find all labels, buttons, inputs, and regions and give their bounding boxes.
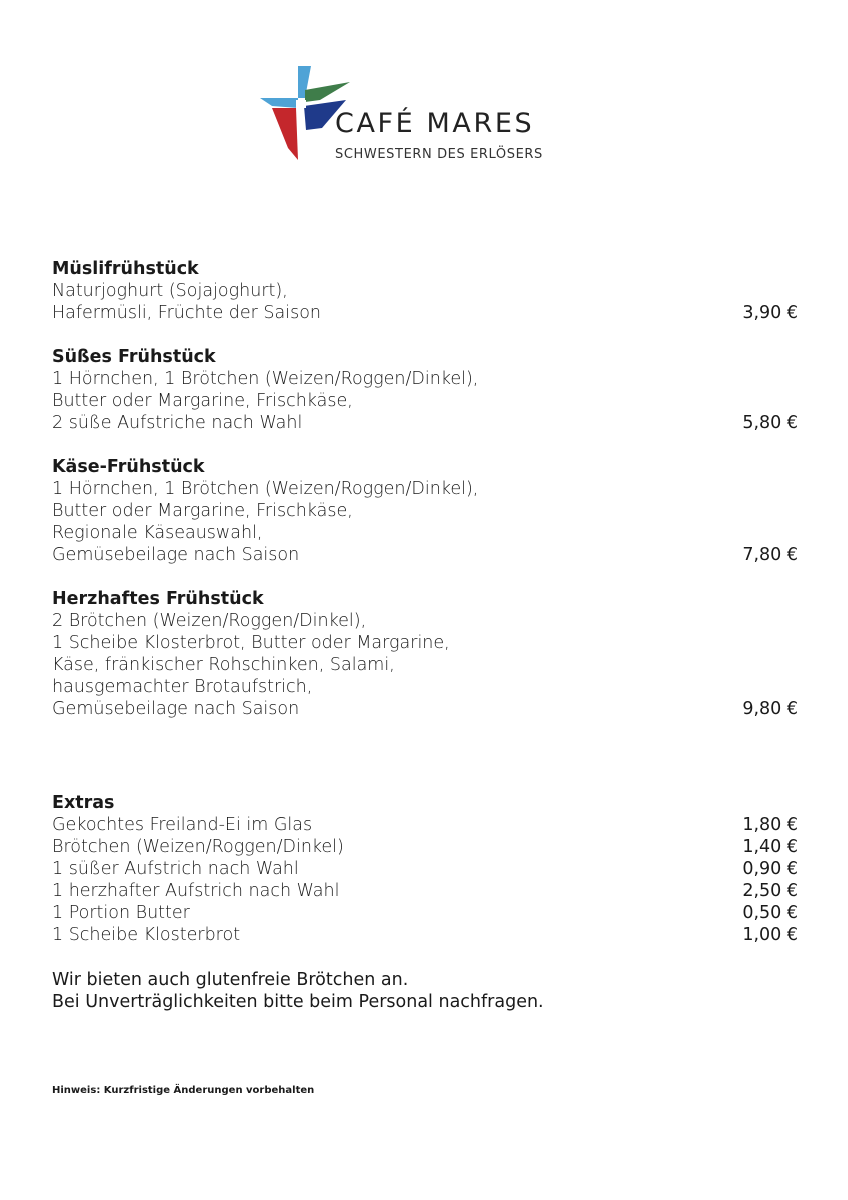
cafe-logo (258, 56, 588, 166)
item-description-line: Regionale Käseauswahl, (52, 523, 263, 543)
extra-row (52, 858, 798, 880)
breakfast-menu (52, 258, 798, 720)
intolerance-note: Bei Unverträglichkeiten bitte beim Personal nachfragen. (52, 992, 544, 1012)
menu-item-kaese (52, 456, 798, 566)
brand-subtitle: SCHWESTERN DES ERLÖSERS (335, 147, 543, 162)
extra-price: 1,80 € (742, 815, 798, 835)
extra-name: 1 süßer Aufstrich nach Wahl (52, 859, 299, 879)
extra-row (52, 836, 798, 858)
extra-price: 1,40 € (742, 837, 798, 857)
item-title: Müslifrühstück (52, 259, 199, 279)
extra-price: 2,50 € (742, 881, 798, 901)
extra-row (52, 880, 798, 902)
item-price: 7,80 € (742, 545, 798, 565)
extra-price: 1,00 € (742, 925, 798, 945)
item-price: 3,90 € (742, 303, 798, 323)
allergy-notes (52, 969, 544, 1013)
item-description-line: 1 Scheibe Klosterbrot, Butter oder Margarine, (52, 633, 450, 653)
item-description-line: Käse, fränkischer Rohschinken, Salami, (52, 655, 395, 675)
item-title: Käse-Frühstück (52, 457, 205, 477)
item-description-line: 1 Hörnchen, 1 Brötchen (Weizen/Roggen/Dinkel), (52, 479, 479, 499)
item-description-line: Butter oder Margarine, Frischkäse, (52, 501, 353, 521)
item-description-line: 2 Brötchen (Weizen/Roggen/Dinkel), (52, 611, 367, 631)
footer-disclaimer: Hinweis: Kurzfristige Änderungen vorbehalten (52, 1085, 315, 1096)
menu-item-muesli (52, 258, 798, 324)
item-description-line: hausgemachter Brotaufstrich, (52, 677, 313, 697)
menu-item-suesses (52, 346, 798, 434)
brand-name: CAFÉ MARES (335, 108, 535, 139)
item-price: 9,80 € (742, 699, 798, 719)
gluten-free-note: Wir bieten auch glutenfreie Brötchen an. (52, 970, 409, 990)
extra-name: 1 Scheibe Klosterbrot (52, 925, 241, 945)
item-description-line: Gemüsebeilage nach Saison (52, 699, 300, 719)
item-title: Herzhaftes Frühstück (52, 589, 264, 609)
item-description-line: Naturjoghurt (Sojajoghurt), (52, 281, 288, 301)
item-price: 5,80 € (742, 413, 798, 433)
extra-name: Gekochtes Freiland-Ei im Glas (52, 815, 313, 835)
item-description-line: 1 Hörnchen, 1 Brötchen (Weizen/Roggen/Dinkel), (52, 369, 479, 389)
item-description-line: Gemüsebeilage nach Saison (52, 545, 300, 565)
menu-item-herzhaft (52, 588, 798, 720)
extras-title: Extras (52, 793, 115, 813)
item-description-line: Butter oder Margarine, Frischkäse, (52, 391, 353, 411)
extra-row (52, 924, 798, 946)
extra-name: 1 Portion Butter (52, 903, 190, 923)
extra-name: Brötchen (Weizen/Roggen/Dinkel) (52, 837, 344, 857)
item-title: Süßes Frühstück (52, 347, 216, 367)
item-description-line: 2 süße Aufstriche nach Wahl (52, 413, 303, 433)
extra-price: 0,90 € (742, 859, 798, 879)
extras-section (52, 792, 798, 946)
extra-row (52, 902, 798, 924)
item-description-line: Hafermüsli, Früchte der Saison (52, 303, 322, 323)
extra-price: 0,50 € (742, 903, 798, 923)
extra-name: 1 herzhafter Aufstrich nach Wahl (52, 881, 340, 901)
extra-row (52, 814, 798, 836)
